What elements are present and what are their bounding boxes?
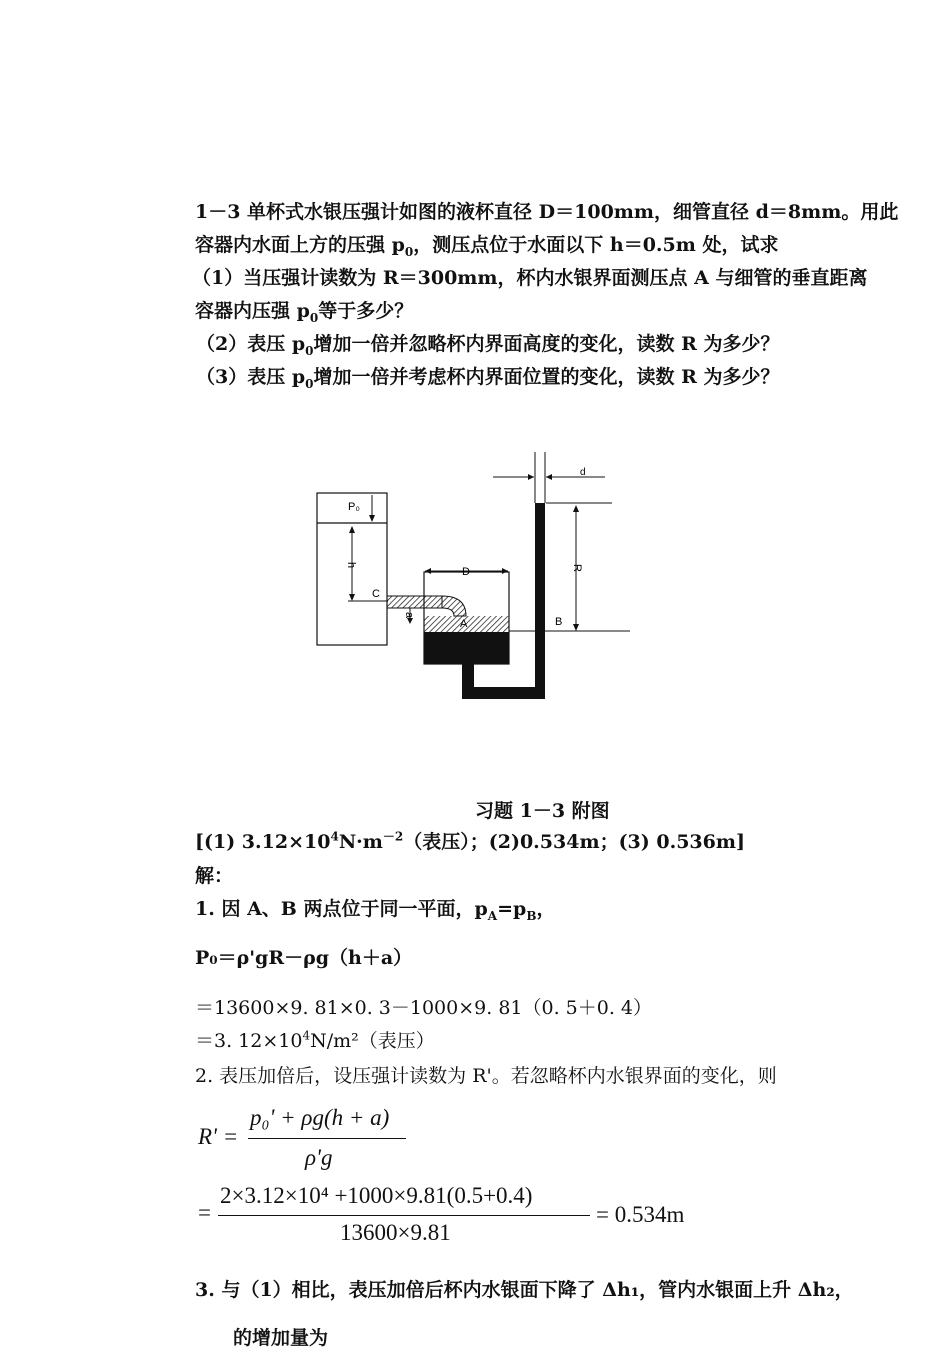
eq3-value: ＝3. 12×10 [195,1030,303,1052]
d-arrow-right [546,474,552,480]
problem-line-2a: 容器内水面上方的压强 p [195,234,405,256]
a-arrow [407,618,413,624]
problem-line-6a: （3）表压 p [196,366,306,388]
equation-2: ＝13600×9. 81×0. 3－1000×9. 81（0. 5＋0. 4） [195,997,653,1019]
problem-line-4 [195,299,413,323]
label-D: D [462,566,470,578]
label-a: a [403,612,415,619]
h-arrow-top [349,526,355,533]
fraction2-bar [218,1215,590,1216]
equation-1: P₀＝ρ'gR－ρg（h＋a） [195,947,413,969]
problem-line-5 [196,332,780,356]
problem-line-5b: 增加一倍并忽略杯内界面高度的变化，读数 R 为多少？ [313,333,780,355]
answer-line [195,830,745,854]
solution-step-3: 3. 与（1）相比，表压加倍后杯内水银面下降了 Δh₁，管内水银面上升 Δh₂， [195,1279,854,1301]
manometer-figure [300,450,630,710]
D-arrow-left [425,568,431,574]
mercury-column [535,503,545,699]
subscript-B: B [526,908,537,923]
d-arrow-left [528,474,534,480]
solution-step-2: 2. 表压加倍后，设压强计读数为 R'。若忽略杯内水银界面的变化，则 [195,1065,777,1087]
problem-line-4a: 容器内压强 p [195,300,310,322]
problem-line-2 [195,233,778,257]
subscript-0: 0 [404,244,414,259]
label-h: h [345,562,357,569]
answer-unit: N·m [338,831,383,853]
D-arrow-right [502,568,508,574]
fraction2-result: = 0.534m [596,1202,685,1227]
step1-text: 1. 因 A、B 两点位于同一平面，p [195,898,488,920]
R-arrow-bottom [573,624,579,631]
equation-3 [195,1029,435,1053]
subscript-A: A [487,908,498,923]
eq3-unit: N/m²（表压） [310,1030,435,1052]
fraction2-equals: = [198,1200,211,1225]
eq3-exp: 4 [302,1028,311,1043]
mercury-in-cup [424,632,509,664]
solution-step-3-cont: 的增加量为 [233,1327,329,1349]
fraction1-bar [248,1138,406,1139]
problem-line-1: 1－3 单杯式水银压强计如图的液杯直径 D＝100mm，细管直径 d＝8mm。用此 [195,201,899,223]
connecting-pipe [387,596,442,608]
answer-rest: （表压）；(2)0.534m；(3) 0.536m] [403,831,745,853]
answer-open: [(1) 3.12×10 [195,831,331,853]
subscript-0: 0 [305,376,314,391]
h-arrow-bottom [349,594,355,601]
fraction2-denominator: 13600×9.81 [340,1220,451,1245]
p0-arrowhead [369,515,375,522]
answer-exp-neg: －2 [382,829,404,844]
problem-line-6 [196,365,780,389]
label-p0: P₀ [348,501,360,513]
label-R: R [571,564,583,572]
R-arrow-top [573,505,579,512]
pipe-bend [442,596,466,616]
step1-eq: =p [497,898,527,920]
fraction1-denominator: ρ'g [305,1145,333,1170]
label-B: B [555,616,563,628]
u-tube-bottom [462,687,545,699]
problem-line-4b: 等于多少？ [318,300,414,322]
subscript-0: 0 [309,310,319,325]
figure-caption: 习题 1－3 附图 [475,800,610,822]
problem-line-5a: （2）表压 p [196,333,306,355]
solution-step-1 [195,897,555,921]
label-d: d [580,467,586,478]
label-C: C [372,588,380,600]
step1-end: ， [536,898,556,920]
problem-line-2b: ，测压点位于水面以下 h＝0.5m 处，试求 [413,234,779,256]
answer-exp: 4 [330,829,339,844]
solution-label: 解： [195,865,234,887]
problem-line-3: （1）当压强计读数为 R＝300mm，杯内水银界面测压点 A 与细管的垂直距离 [192,267,868,289]
fraction2-numerator: 2×3.12×10⁴ +1000×9.81(0.5+0.4) [220,1183,533,1208]
label-A: A [460,618,468,630]
subscript-0: 0 [305,343,314,358]
problem-line-6b: 增加一倍并考虑杯内界面位置的变化，读数 R 为多少？ [313,366,780,388]
fraction1-numerator: p₀' + ρg(h + a) [250,1105,390,1130]
fraction1-lhs: R' = [198,1124,239,1149]
